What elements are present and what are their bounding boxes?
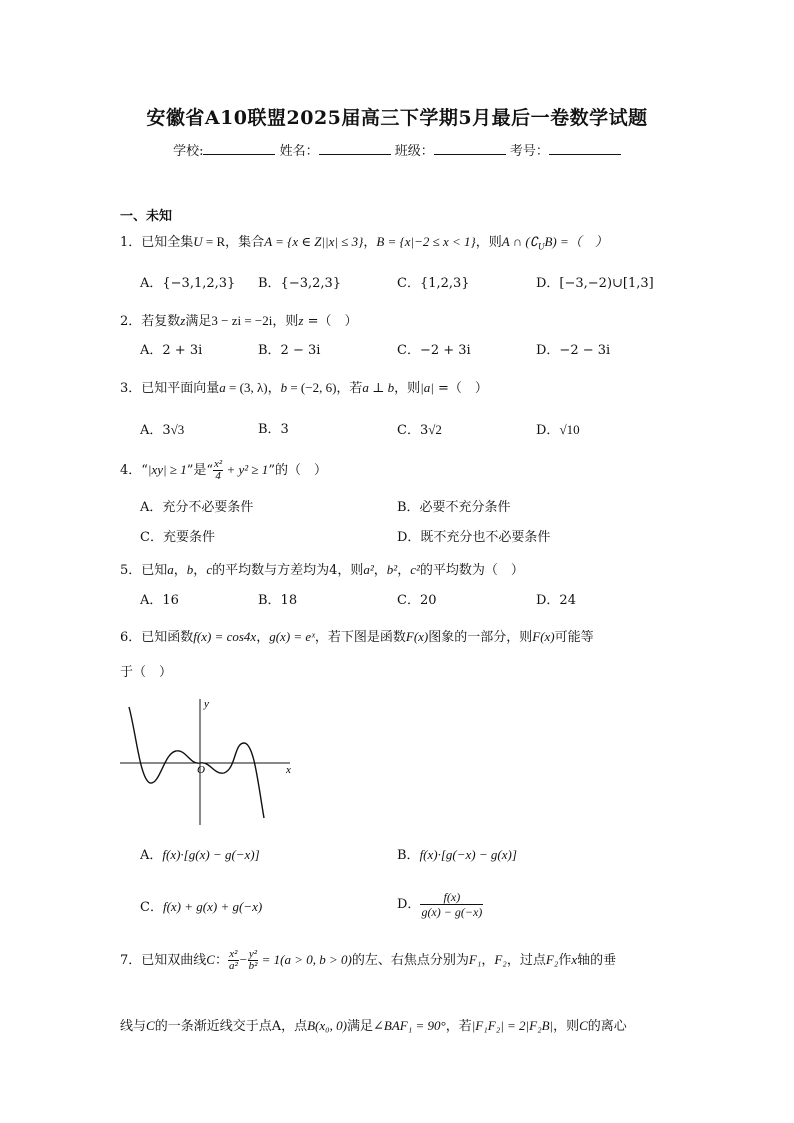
q7-minus: − xyxy=(238,952,248,967)
q7-text4: 作 xyxy=(558,953,572,968)
q4-option-d[interactable]: D．既不充分也不必要条件 xyxy=(397,530,551,545)
question-3-stem xyxy=(120,380,488,397)
q5-c1: ， xyxy=(173,563,187,578)
q7-text2: 的左、右焦点分别为 xyxy=(351,953,469,968)
q2-option-a[interactable]: A．2 + 3i xyxy=(140,343,203,358)
q6-text3: 图象的一部分，则 xyxy=(428,630,533,645)
question-4-stem xyxy=(120,455,327,486)
class-blank[interactable] xyxy=(434,142,506,155)
q3-math-perp: a ⊥ b xyxy=(362,380,395,395)
q2-text: 2．若复数 xyxy=(120,314,181,329)
q3-d-label: D． xyxy=(536,423,560,438)
q7-frac-y xyxy=(248,949,259,972)
q2-math-z2: z xyxy=(298,313,304,328)
school-label: 学校: xyxy=(173,144,204,159)
function-graph xyxy=(118,693,298,827)
q5-c2: ， xyxy=(193,563,207,578)
q7-text10: ，则 xyxy=(553,1019,580,1034)
q4-math-1: |xy| ≥ 1 xyxy=(147,462,187,477)
q3-option-b[interactable]: B．3 xyxy=(258,422,289,437)
q6-F2: F(x) xyxy=(532,629,555,644)
y-axis-label: y xyxy=(204,698,209,710)
q7-c1: ， xyxy=(481,953,495,968)
q6-f: f(x) = cos4x xyxy=(193,629,257,644)
q6-b-expr: f(x)·[g(−x) − g(x)] xyxy=(419,847,517,862)
q4-math-2: + y² ≥ 1 xyxy=(223,462,269,477)
q4-fraction xyxy=(213,459,223,482)
question-1-stem xyxy=(120,234,608,255)
page-title: 安徽省A10联盟2025届高三下学期5月最后一卷数学试题 xyxy=(146,107,648,129)
question-7-stem-cont xyxy=(120,1018,627,1035)
q1-math-setA: A = {x ∈ Z||x| ≤ 3} xyxy=(264,234,364,249)
q5-a: a xyxy=(167,562,174,577)
q7-C: C xyxy=(206,952,215,967)
q7-text6: 线与 xyxy=(120,1019,147,1034)
q7-frac-x-den: a² xyxy=(228,960,238,972)
q6-text2: ，若下图是函数 xyxy=(314,630,406,645)
q7-text3: ，过点 xyxy=(506,953,546,968)
q7-frac-y-num: y² xyxy=(248,948,258,960)
class-label: 班级： xyxy=(394,144,434,159)
q6-text4: 可能等 xyxy=(554,630,594,645)
q1-comma: ， xyxy=(363,235,377,250)
q3-math-norm: |a| xyxy=(420,380,434,395)
q1-text: 1．已知全集 xyxy=(120,235,194,250)
q1-option-b[interactable]: B．{−3,2,3} xyxy=(258,276,342,291)
q7-text11: 的离心 xyxy=(587,1019,627,1034)
q2-text2: 满足 xyxy=(185,314,212,329)
origin-label: O xyxy=(197,764,205,776)
exam-no-label: 考号： xyxy=(509,144,549,159)
q4-text3: ”的（ ） xyxy=(268,463,327,478)
q7-F2b: F₂ xyxy=(545,952,559,967)
question-6-stem-cont: 于（ ） xyxy=(120,665,173,680)
q4-frac-num: x² xyxy=(214,458,223,470)
q5-b: b xyxy=(186,562,194,577)
q6-d-label: D． xyxy=(397,897,421,912)
q3-d-sqrt: √10 xyxy=(559,422,580,437)
x-axis-label: x xyxy=(286,764,291,776)
q3-vec-a: a xyxy=(219,380,226,395)
q6-c-expr: f(x) + g(x) + g(−x) xyxy=(162,899,263,914)
q6-d-fraction xyxy=(420,890,483,919)
q1-option-a[interactable]: A．{−3,1,2,3} xyxy=(140,276,236,291)
q3-a-sqrt: √3 xyxy=(170,422,185,437)
q5-text3: 的平均数为（ ） xyxy=(419,563,524,578)
q5-b2: b² xyxy=(386,562,398,577)
q7-C3: C xyxy=(579,1018,588,1033)
q5-option-a[interactable]: A．16 xyxy=(140,593,179,608)
q6-d-num: f(x) xyxy=(443,890,461,904)
q1-option-c[interactable]: C．{1,2,3} xyxy=(397,276,470,291)
q2-option-b[interactable]: B．2 − 3i xyxy=(258,343,321,358)
q7-F2: F₂ xyxy=(494,952,507,967)
q7-text: 7．已知双曲线 xyxy=(120,953,207,968)
name-blank[interactable] xyxy=(319,142,391,155)
q5-c3: ， xyxy=(373,563,387,578)
q3-text2: ，则 xyxy=(394,381,421,396)
q7-x: x xyxy=(571,952,578,967)
q6-option-d[interactable] xyxy=(397,887,483,923)
question-6-stem xyxy=(120,629,594,646)
q6-F: F(x) xyxy=(405,629,429,644)
q7-C2: C xyxy=(146,1018,155,1033)
question-5-stem xyxy=(120,562,524,579)
q1-math-r: = R，集合 xyxy=(202,234,265,249)
q5-c2sq: c² xyxy=(410,562,420,577)
q7-frac-x-num: x² xyxy=(229,948,238,960)
q3-option-c[interactable] xyxy=(397,422,442,439)
q2-text3: ，则 xyxy=(272,314,299,329)
q4-option-b[interactable]: B．必要不充分条件 xyxy=(397,500,511,515)
q6-text: 6．已知函数 xyxy=(120,630,194,645)
question-2-stem xyxy=(120,313,357,330)
q6-option-c[interactable] xyxy=(140,899,262,916)
name-label: 姓名： xyxy=(279,144,319,159)
question-7-stem xyxy=(120,945,616,976)
q7-dist: |F₁F₂| = 2|F₂B| xyxy=(471,1018,554,1033)
q7-eq: = 1(a > 0, b > 0) xyxy=(258,952,352,967)
q6-option-a[interactable] xyxy=(140,847,260,864)
q7-text7: 的一条渐近线交于点A，点 xyxy=(154,1019,308,1034)
q6-d-den: g(x) − g(−x) xyxy=(421,905,483,919)
q5-option-c[interactable]: C．20 xyxy=(397,593,437,608)
q1-math-sub: U xyxy=(537,241,545,252)
q3-option-d[interactable] xyxy=(536,422,580,439)
q7-B: B(x₀, 0) xyxy=(307,1018,347,1033)
q3-text3: =（ ） xyxy=(433,381,488,396)
q2-option-c[interactable]: C．−2 + 3i xyxy=(397,343,471,358)
q4-text2: ”是“ xyxy=(186,463,214,478)
q3-vec-b: b xyxy=(280,380,288,395)
q7-angle: ∠BAF₁ = 90° xyxy=(372,1018,446,1033)
q7-frac-y-den: b² xyxy=(248,960,258,972)
q2-option-d[interactable]: D．−2 − 3i xyxy=(536,343,611,358)
q1-math-u: U xyxy=(193,234,203,249)
q7-text5: 轴的垂 xyxy=(577,953,617,968)
q2-math-eq: 3 − zi = −2i xyxy=(211,313,273,328)
q1-text-then: ，则 xyxy=(475,235,502,250)
q5-a2: a² xyxy=(363,562,374,577)
q3-math-b: = (−2, 6)，若 xyxy=(287,380,363,395)
q7-text8: 满足 xyxy=(346,1019,373,1034)
q4-option-a[interactable]: A．充分不必要条件 xyxy=(140,500,254,515)
q6-g: g(x) = eˣ xyxy=(269,629,315,644)
q5-option-d[interactable]: D．24 xyxy=(536,593,576,608)
q6-c1: ， xyxy=(256,630,270,645)
q7-frac-x xyxy=(228,949,239,972)
q1-option-d[interactable]: D．[−3,−2)∪[1,3] xyxy=(536,276,654,291)
q5-c: c xyxy=(206,562,213,577)
q3-option-a[interactable] xyxy=(140,422,184,439)
q6-b-label: B． xyxy=(397,848,420,863)
section-title: 一、未知 xyxy=(120,209,173,224)
q3-c-sqrt: √2 xyxy=(428,422,442,437)
q7-colon: ： xyxy=(214,953,228,968)
q6-a-label: A． xyxy=(140,848,163,863)
q6-c-label: C． xyxy=(140,900,163,915)
q1-math-setB: B = {x|−2 ≤ x < 1} xyxy=(376,234,476,249)
exam-no-blank[interactable] xyxy=(549,142,621,155)
q4-text: 4．“ xyxy=(120,463,148,478)
q5-c4: ， xyxy=(397,563,411,578)
q1-math-expr: A ∩ (∁ xyxy=(501,234,538,249)
school-blank[interactable] xyxy=(203,142,275,155)
q4-option-c[interactable]: C．充要条件 xyxy=(140,530,215,545)
q7-text9: ，若 xyxy=(445,1019,472,1034)
q4-frac-den: 4 xyxy=(213,470,223,482)
q5-text: 5．已知 xyxy=(120,563,168,578)
q3-text: 3．已知平面向量 xyxy=(120,381,220,396)
q3-c-label: C．3 xyxy=(397,423,429,438)
q5-text2: 的平均数与方差均为4，则 xyxy=(212,563,364,578)
q6-option-b[interactable] xyxy=(397,847,517,864)
q6-a-expr: f(x)·[g(x) − g(−x)] xyxy=(162,847,260,862)
q3-a-label: A．3 xyxy=(140,423,171,438)
q1-math-end: B) =（ ） xyxy=(544,234,608,249)
q2-math-z: z xyxy=(180,313,186,328)
q7-F1: F₁ xyxy=(468,952,482,967)
q2-text4: =（ ） xyxy=(303,314,358,329)
student-info-line xyxy=(0,140,794,159)
q5-option-b[interactable]: B．18 xyxy=(258,593,298,608)
q3-math-a: = (3, λ)， xyxy=(225,380,281,395)
